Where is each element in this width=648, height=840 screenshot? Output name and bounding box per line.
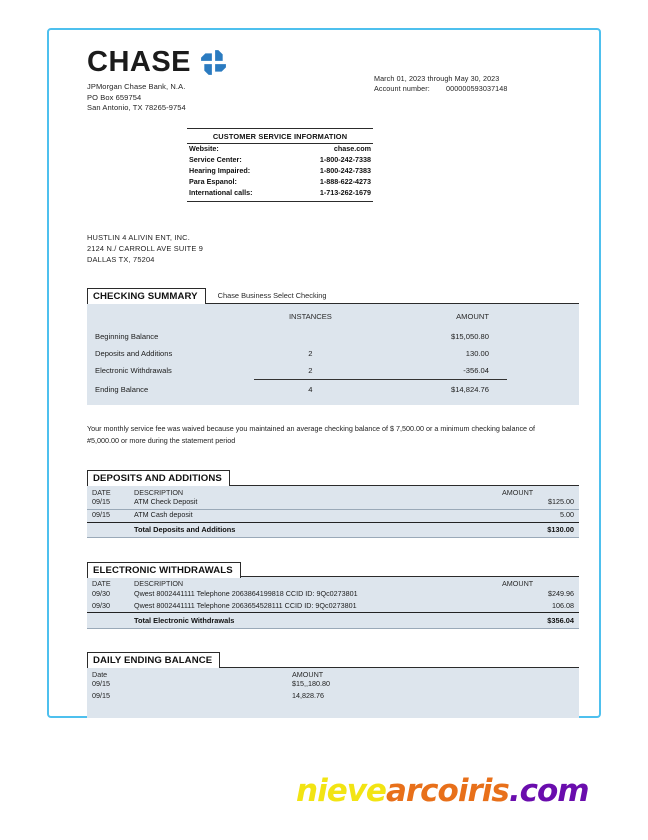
customer-service-row <box>187 166 373 177</box>
cs-value: chase.com <box>333 143 371 153</box>
watermark-part-3: .com <box>508 773 589 809</box>
recipient-line: DALLAS TX, 75204 <box>87 254 155 264</box>
checking-summary-section <box>87 287 579 405</box>
deposits-header <box>87 469 579 486</box>
deposits-section <box>87 469 579 539</box>
statement-page-frame <box>47 28 601 718</box>
table-row <box>87 345 507 362</box>
summary-row-amount: $15,050.80 <box>450 331 489 341</box>
cs-label: Para Espanol: <box>189 176 237 186</box>
bank-brand-block <box>87 48 337 114</box>
account-number-row <box>374 84 579 94</box>
deposit-description: ATM Check Deposit <box>134 497 198 507</box>
summary-total-instances: 4 <box>254 379 367 398</box>
bank-address-line: PO Box 659754 <box>87 92 142 102</box>
statement-sheet <box>49 30 603 720</box>
summary-row-instances: 2 <box>308 365 313 375</box>
checking-summary-subtitle: Chase Business Select Checking <box>217 290 327 300</box>
deposit-amount: $125.00 <box>548 497 574 507</box>
withdrawals-col-description: DESCRIPTION <box>134 579 184 589</box>
withdrawals-total-label: Total Electronic Withdrawals <box>134 613 502 628</box>
deb-spacer <box>292 703 579 718</box>
customer-service-title: CUSTOMER SERVICE INFORMATION <box>187 131 373 144</box>
deposits-col-date: DATE <box>92 487 111 497</box>
cs-label: Website: <box>189 143 219 153</box>
service-fee-note: Your monthly service fee was waived because you maintained an average checking balance of $ 7,500.00 or a minimum checking balance of #5,000.00 or more during the statement period <box>87 423 536 445</box>
cs-value: 1-800-242-7338 <box>319 154 371 164</box>
deposit-description: ATM Cash deposit <box>134 509 502 522</box>
watermark-part-2: arcoiris <box>385 773 509 809</box>
withdrawal-date: 09/30 <box>92 588 110 598</box>
customer-service-row <box>187 144 373 155</box>
deposits-total-amount: $130.00 <box>502 522 579 537</box>
chase-logo <box>87 48 337 77</box>
account-number-value: 000000593037148 <box>446 84 508 94</box>
deposit-amount: 5.00 <box>502 509 579 522</box>
summary-row-amount: -356.04 <box>463 365 489 375</box>
recipient-address <box>87 232 579 265</box>
deposits-total-spacer <box>87 522 134 537</box>
summary-total-row <box>87 379 507 398</box>
bank-address <box>87 82 337 114</box>
checking-summary-table-band <box>87 304 579 405</box>
deposits-footer-rule <box>87 537 579 538</box>
deposits-col-amount: AMOUNT <box>502 487 534 497</box>
withdrawal-amount: $249.96 <box>548 588 574 598</box>
summary-col-amount: AMOUNT <box>456 311 489 321</box>
table-header-row <box>87 577 579 588</box>
customer-service-row <box>187 177 373 188</box>
table-row <box>87 691 579 703</box>
deposit-date: 09/15 <box>92 497 110 507</box>
recipient-line: 2124 N./ CARROLL AVE SUITE 9 <box>87 243 204 253</box>
account-number-label: Account number: <box>374 84 430 94</box>
table-header-row <box>87 486 579 497</box>
withdrawals-col-date: DATE <box>92 579 111 589</box>
withdrawals-total-row <box>87 613 579 628</box>
table-row <box>87 679 579 691</box>
summary-col-blank <box>87 310 254 328</box>
withdrawal-description: Qwest 8002441111 Telephone 2063864199818 CCID ID: 9Qc0273801 <box>134 588 358 598</box>
site-watermark <box>296 773 589 809</box>
cs-label: Service Center: <box>189 154 242 164</box>
withdrawals-table <box>87 577 579 628</box>
recipient-line: HUSTLIN 4 ALIVIN ENT, INC. <box>87 232 190 242</box>
table-row <box>87 509 579 522</box>
summary-row-label: Deposits and Additions <box>95 348 173 358</box>
summary-row-label: Electronic Withdrawals <box>95 366 172 376</box>
withdrawals-header <box>87 560 579 577</box>
customer-service-row <box>187 188 373 199</box>
withdrawals-section <box>87 560 579 629</box>
daily-ending-balance-section <box>87 651 579 718</box>
summary-row-instances: 2 <box>308 348 313 358</box>
deb-date: 09/15 <box>92 691 110 701</box>
deb-amount: 14,828.76 <box>292 691 324 701</box>
withdrawals-footer-rule <box>87 628 579 629</box>
summary-row-label: Beginning Balance <box>95 331 159 341</box>
deposits-total-label: Total Deposits and Additions <box>134 522 502 537</box>
deb-spacer <box>87 703 292 718</box>
withdrawal-date: 09/30 <box>92 600 110 610</box>
withdrawals-table-band <box>87 577 579 629</box>
summary-total-label: Ending Balance <box>95 384 149 394</box>
deb-col-date: Date <box>92 669 108 679</box>
withdrawals-title: ELECTRONIC WITHDRAWALS <box>87 562 241 578</box>
deb-col-amount: AMOUNT <box>292 669 324 679</box>
deposits-subtitle <box>230 482 242 485</box>
deposits-col-description: DESCRIPTION <box>134 487 184 497</box>
account-info-block <box>374 48 579 95</box>
withdrawal-description: Qwest 8002441111 Telephone 2063654528111 CCID ID: 9Qc0273801 <box>134 600 357 610</box>
cs-value: 1-888-622-4273 <box>319 176 371 186</box>
table-row <box>87 600 579 612</box>
withdrawals-total-spacer <box>87 613 134 628</box>
daily-ending-balance-table <box>87 668 579 718</box>
daily-ending-balance-subtitle <box>220 664 232 667</box>
daily-ending-balance-header <box>87 651 579 668</box>
summary-total-amount: $14,824.76 <box>367 379 507 398</box>
table-row <box>87 588 579 600</box>
chase-wordmark-text: CHASE <box>87 46 192 78</box>
table-row <box>87 362 507 380</box>
statement-header <box>87 48 579 114</box>
statement-period: March 01, 2023 through May 30, 2023 <box>374 74 500 83</box>
deposits-table-band <box>87 486 579 539</box>
table-row <box>87 328 507 345</box>
chase-octagon-icon <box>200 49 227 76</box>
watermark-part-1: nieve <box>296 773 386 809</box>
deb-amount: $15,,180.80 <box>292 679 330 689</box>
daily-ending-balance-title: DAILY ENDING BALANCE <box>87 652 220 668</box>
daily-ending-balance-band <box>87 668 579 718</box>
checking-summary-title: CHECKING SUMMARY <box>87 288 206 304</box>
deposits-total-row <box>87 522 579 537</box>
cs-value: 1-800-242-7383 <box>319 165 371 175</box>
cs-label: Hearing Impaired: <box>189 165 251 175</box>
deposit-date: 09/15 <box>87 509 134 522</box>
bank-address-line: San Antonio, TX 78265-9754 <box>87 103 186 113</box>
withdrawals-subtitle <box>241 573 253 576</box>
deb-date: 09/15 <box>92 679 110 689</box>
summary-col-instances: INSTANCES <box>288 311 332 321</box>
withdrawal-amount: 106.08 <box>552 600 574 610</box>
customer-service-box <box>187 128 373 202</box>
table-header-row <box>87 310 507 328</box>
checking-summary-header <box>87 287 579 304</box>
table-row <box>87 497 579 509</box>
checking-summary-table <box>87 310 507 398</box>
withdrawals-col-amount: AMOUNT <box>502 579 534 589</box>
withdrawals-total-amount: $356.04 <box>502 613 579 628</box>
summary-row-instances <box>254 328 367 345</box>
deposits-table <box>87 486 579 538</box>
cs-label: International calls: <box>189 187 253 197</box>
bank-address-line: JPMorgan Chase Bank, N.A. <box>87 82 186 91</box>
deposits-title: DEPOSITS AND ADDITIONS <box>87 470 230 486</box>
summary-row-amount: 130.00 <box>465 348 489 358</box>
deb-spacer-row <box>87 703 579 718</box>
customer-service-row <box>187 155 373 166</box>
cs-value: 1-713-262-1679 <box>319 187 371 197</box>
table-header-row <box>87 668 579 679</box>
